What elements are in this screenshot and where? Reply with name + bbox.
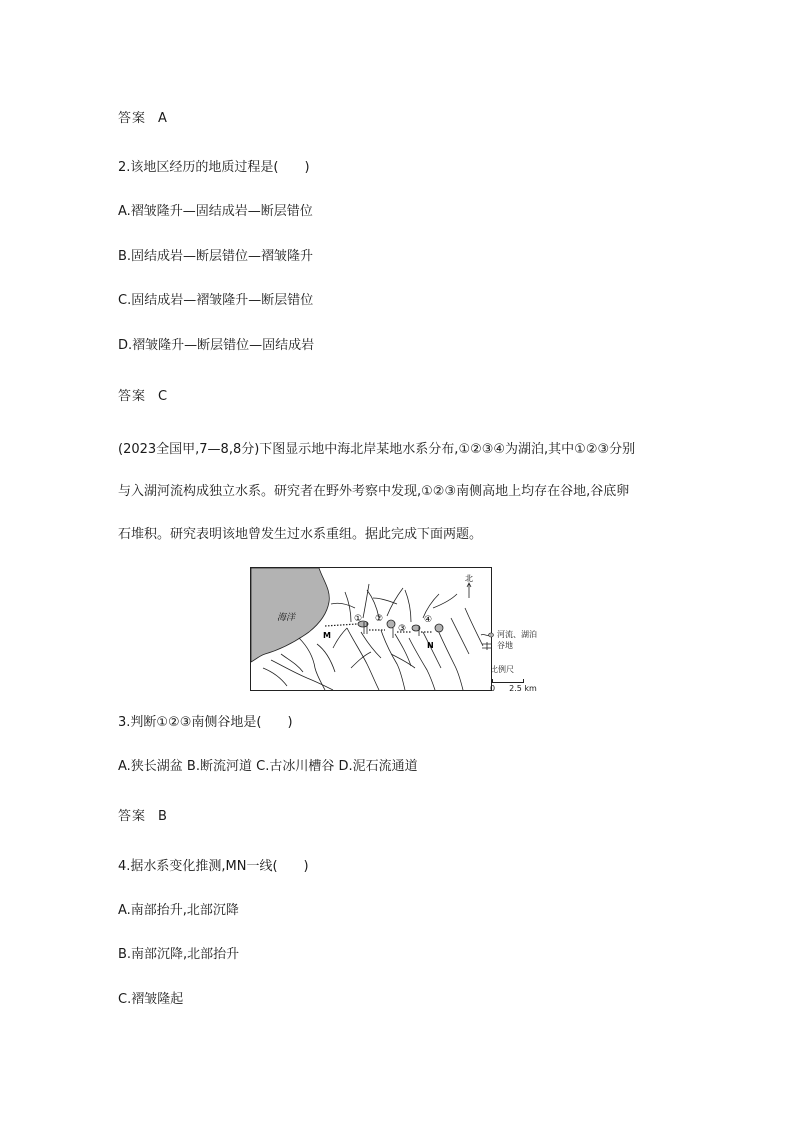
legend-item-river-lake [480,629,537,640]
point-n-label: N [427,641,434,650]
question-4-option-c: C.褶皱隆起 [118,992,184,1007]
map-legend [480,629,537,651]
question-4-stem: 4.据水系变化推测,MN一线( ) [118,859,309,874]
answer-3 [118,808,167,826]
answer-value: C [158,389,168,404]
scale-zero: 0 [490,684,496,693]
material-line-3: 石堆积。研究表明该地曾发生过水系重组。据此完成下面两题。 [118,527,483,542]
answer-label: 答案 [118,389,147,404]
lake-2 [387,620,395,628]
point-m-label: M [323,631,331,640]
scale-length: 2.5 km [509,684,537,693]
material-line-1: (2023全国甲,7—8,8分)下图显示地中海北岸某地水系分布,①②③④为湖泊,其中①②③分别 [118,442,636,457]
scale-title: 比例尺 [490,665,514,674]
north-label: 北 [465,574,473,583]
valley-icon [480,642,494,650]
map-scale [490,664,537,693]
question-2-option-a: A.褶皱隆升—固结成岩—断层错位 [118,204,313,219]
map-drawing [251,568,491,690]
answer-label: 答案 [118,111,147,126]
lake-4 [435,624,443,632]
scale-bar [492,679,524,683]
question-2-option-b: B.固结成岩—断层错位—褶皱隆升 [118,249,314,264]
answer-value: A [158,111,167,126]
north-arrow-icon [467,583,471,598]
lake-label-2: ② [375,614,384,624]
river-lake-icon [480,631,494,639]
answer-2 [118,388,167,406]
answer-label: 答案 [118,809,147,824]
question-3-options: A.狭长湖盆 B.断流河道 C.古冰川槽谷 D.泥石流通道 [118,759,418,774]
question-2-option-c: C.固结成岩—褶皱隆升—断层错位 [118,293,314,308]
lake-label-4: ④ [424,615,433,625]
lake-label-1: ① [354,614,363,624]
water-system-map [250,567,492,691]
question-4-option-b: B.南部沉降,北部抬升 [118,947,240,962]
lake-label-3: ③ [398,624,407,634]
question-2-option-d: D.褶皱隆升—断层错位—固结成岩 [118,338,315,353]
legend-item-valley [480,640,537,651]
answer-1 [118,110,167,128]
legend-river-lake-label: 河流、湖泊 [497,630,537,639]
question-4-option-a: A.南部抬升,北部沉降 [118,903,239,918]
material-line-2: 与入湖河流构成独立水系。研究者在野外考察中发现,①②③南侧高地上均存在谷地,谷底卵 [118,484,630,499]
question-2-stem: 2.该地区经历的地质过程是( ) [118,160,310,175]
sea-label: 海洋 [277,613,296,623]
legend-valley-label: 谷地 [497,641,513,650]
answer-value: B [158,809,167,824]
question-3-stem: 3.判断①②③南侧谷地是( ) [118,715,293,730]
